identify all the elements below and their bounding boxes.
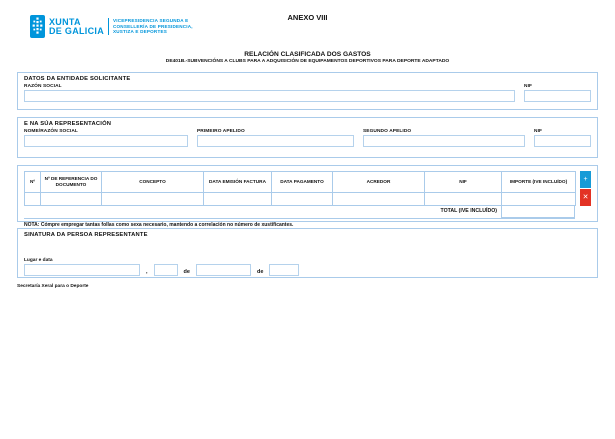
document-subtitle: DE401B.-SUBVENCIÓNS A CLUBS PARA A ADQUISICIÓN DE EQUIPAMENTOS DEPORTIVOS PARA DEPORTE ADAPTADO xyxy=(165,59,450,64)
expense-cell-numero[interactable] xyxy=(25,192,41,205)
section-applicant-title: DATOS DA ENTIDADE SOLICITANTE xyxy=(24,76,131,82)
razon-social-field[interactable] xyxy=(24,90,515,102)
place-date-label: Lugar e data xyxy=(24,258,53,263)
delete-row-button[interactable]: ✕ xyxy=(580,189,591,206)
col-header-acredor: ACREDOR xyxy=(333,172,425,193)
add-row-button[interactable]: + xyxy=(580,171,591,188)
section-representative xyxy=(17,117,598,158)
section-expenses-table xyxy=(17,165,598,228)
month-field[interactable] xyxy=(196,264,251,276)
document-title: RELACIÓN CLASIFICADA DOS GASTOS xyxy=(244,51,371,58)
col-header-data-emision: DATA EMISIÓN FACTURA xyxy=(204,172,272,193)
expense-cell-importe[interactable] xyxy=(502,192,576,205)
expenses-table xyxy=(24,171,576,206)
expense-cell-nif[interactable] xyxy=(425,192,502,205)
applicant-nif-label: NIF xyxy=(524,84,533,89)
col-header-data-pagamento: DATA PAGAMENTO xyxy=(272,172,333,193)
department-name: VICEPRESIDENCIA SEGUNDA E CONSELLERÍA DE PRESIDENCIA, XUSTIZA E DEPORTES xyxy=(113,18,193,35)
total-field[interactable] xyxy=(501,206,575,218)
rep-segundo-apelido-field[interactable] xyxy=(363,135,525,147)
rep-nif-field[interactable] xyxy=(534,135,591,147)
brand-name: XUNTA DE GALICIA xyxy=(49,16,105,36)
expense-cell-data-pagamento[interactable] xyxy=(272,192,333,205)
place-date-row xyxy=(24,264,591,276)
rep-segundo-apelido-label: SEGUNDO APELIDO xyxy=(363,129,412,134)
expenses-header-row xyxy=(25,172,576,193)
place-field[interactable] xyxy=(24,264,140,276)
col-header-concepto: CONCEPTO xyxy=(102,172,204,193)
total-label: TOTAL (IVE INCLUÍDO) xyxy=(440,208,497,214)
rep-nif-label: NIF xyxy=(534,129,543,134)
col-header-numero: Nº xyxy=(25,172,41,193)
razon-social-label: RAZÓN SOCIAL xyxy=(24,84,62,89)
rep-primeiro-apelido-field[interactable] xyxy=(197,135,354,147)
rep-primeiro-apelido-label: PRIMEIRO APELIDO xyxy=(197,129,245,134)
expense-cell-concepto[interactable] xyxy=(102,192,204,205)
rep-nome-label: NOME/RAZÓN SOCIAL xyxy=(24,129,78,134)
year-field[interactable] xyxy=(269,264,299,276)
rep-nome-field[interactable] xyxy=(24,135,188,147)
expense-cell-acredor[interactable] xyxy=(333,192,425,205)
section-signature xyxy=(17,228,598,278)
total-row xyxy=(24,206,575,219)
de-word-2: de xyxy=(256,269,264,275)
table-note: NOTA: Cómpre empregar tantas follas como sexa necesario, mantendo a correlación no número de xustificantes. xyxy=(24,222,294,228)
section-applicant-data xyxy=(17,72,598,110)
comma-separator: , xyxy=(146,269,148,275)
day-field[interactable] xyxy=(154,264,178,276)
expense-cell-data-emision[interactable] xyxy=(204,192,272,205)
section-representative-title: E NA SÚA REPRESENTACIÓN xyxy=(24,121,112,127)
applicant-nif-field[interactable] xyxy=(524,90,591,102)
expense-row xyxy=(25,192,576,205)
de-word-1: de xyxy=(183,269,190,275)
annex-number: ANEXO VIII xyxy=(287,13,328,22)
col-header-referencia: Nº DE REFERENCIA DO DOCUMENTO xyxy=(41,172,102,193)
expense-cell-referencia[interactable] xyxy=(41,192,102,205)
col-header-importe: IMPORTE (IVE INCLUÍDO) xyxy=(502,172,576,193)
document-titles xyxy=(0,51,615,64)
col-header-nif: NIF xyxy=(425,172,502,193)
section-signature-title: SINATURA DA PERSOA REPRESENTANTE xyxy=(24,232,148,238)
footer-office-name: Secretaría Xeral para o Deporte xyxy=(17,284,89,289)
